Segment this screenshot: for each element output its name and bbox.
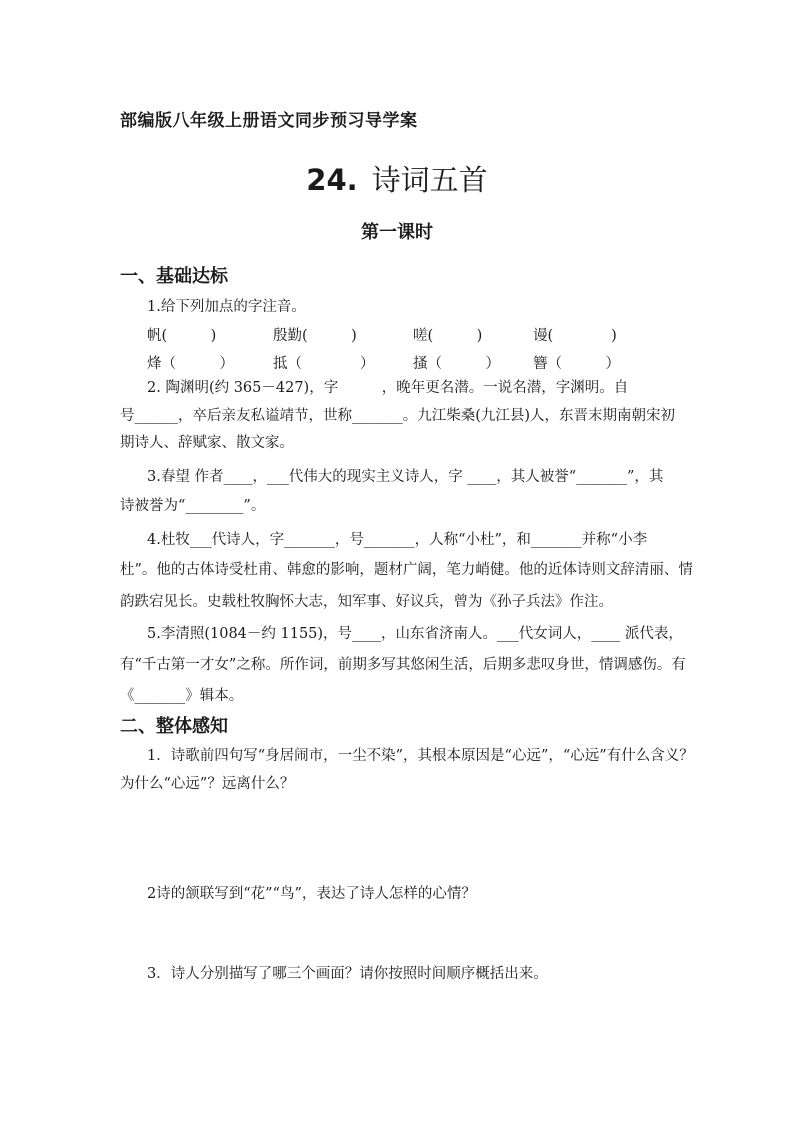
question-3-line: 3.春望 作者____，___代伟大的现实主义诗人，字 ____，其人被誉“_______”，其: [147, 469, 664, 485]
pinyin-item: 抵（ ）: [273, 356, 375, 372]
overview-question-3: 3．诗人分别描写了哪三个画面？请你按照时间顺序概括出来。: [147, 966, 548, 982]
pinyin-item: 搔（ ）: [413, 356, 500, 372]
lesson-title: [0, 158, 794, 199]
question-4-line: 韵跌宕见长。史载杜牧胸怀大志，知军事、好议兵，曾为《孙子兵法》作注。: [120, 594, 613, 610]
question-2-line: 号______，卒后亲友私谥靖节，世称_______。九江柴桑(九江县)人，东晋末期南朝宋初: [120, 408, 676, 424]
pinyin-item: 殷勤( ): [273, 328, 357, 344]
question-4-line: 杜”。他的古体诗受杜甫、韩愈的影响，题材广阔，笔力峭健。他的近体诗则文辞清丽、情: [120, 562, 693, 578]
lesson-number: 24.: [306, 163, 358, 197]
question-4-line: 4.杜牧___代诗人，字_______，号_______，人称“小杜”，和_______并称“小李: [147, 532, 648, 548]
question-2-line: 期诗人、辞赋家、散文家。: [120, 435, 294, 451]
question-5-line: 有“千古第一才女”之称。所作词，前期多写其悠闲生活，后期多悲叹身世，情调感伤。有: [120, 657, 686, 673]
section-heading-basics: 一、基础达标: [120, 266, 228, 287]
pinyin-item: 帆( ): [147, 328, 217, 344]
document-header: 部编版八年级上册语文同步预习导学案: [120, 111, 418, 131]
section-heading-overview: 二、整体感知: [120, 716, 228, 737]
pinyin-item: 嗟( ): [413, 328, 483, 344]
question-2-line: 2. 陶渊明(约 365－427)，字 ，晚年更名潜。一说名潜，字渊明。自: [147, 380, 629, 396]
pinyin-item: 烽（ ）: [147, 356, 234, 372]
overview-question-1-line: 为什么“心远”？远离什么？: [120, 776, 295, 792]
lesson-subtitle: 第一课时: [361, 222, 433, 243]
question-5-line: 《_______》辑本。: [120, 688, 244, 704]
question-1-prompt: 1.给下列加点的字注音。: [147, 299, 306, 315]
overview-question-2: 2诗的颔联写到“花”“鸟”，表达了诗人怎样的心情？: [147, 886, 476, 902]
pinyin-item: 簪（ ）: [533, 356, 620, 372]
pinyin-item: 谩( ): [533, 328, 617, 344]
question-3-line: 诗被誉为“________”。: [120, 498, 266, 514]
question-5-line: 5.李清照(1084－约 1155)，号____，山东省济南人。___代女词人，____ 派代表，: [147, 626, 683, 642]
lesson-name: 诗词五首: [371, 163, 488, 197]
overview-question-1-line: 1．诗歌前四句写“身居闹市，一尘不染”，其根本原因是“心远”，“心远”有什么含义？: [147, 748, 694, 764]
